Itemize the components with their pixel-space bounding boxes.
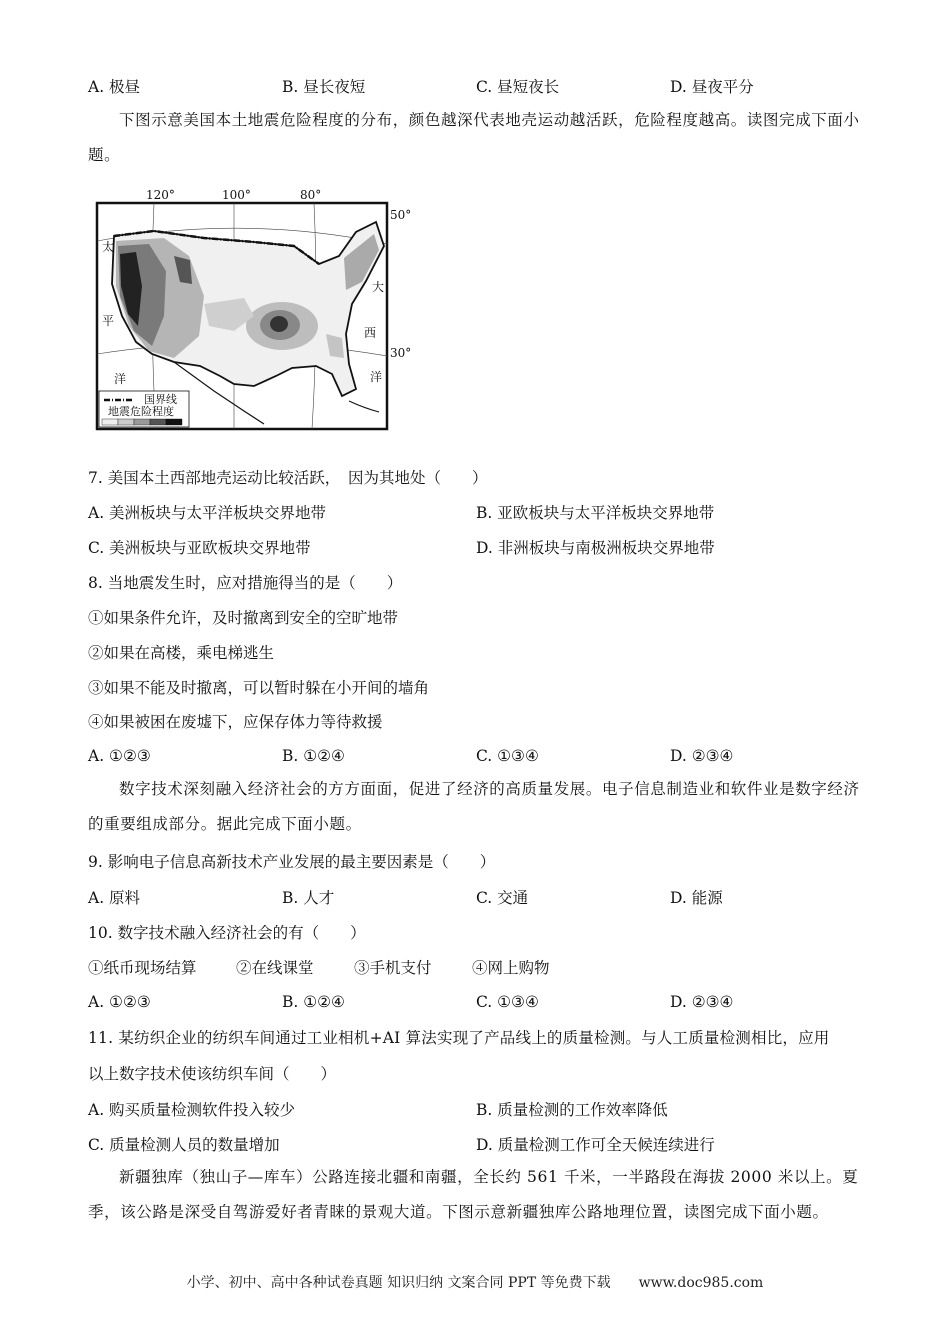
q10-option-d: D. ②③④ bbox=[670, 993, 734, 1011]
q8-item-4: ④如果被困在废墟下，应保存体力等待救援 bbox=[88, 713, 383, 731]
q11-option-c: C. 质量检测人员的数量增加 bbox=[88, 1136, 280, 1154]
pacific-char-1: 太 bbox=[102, 240, 115, 254]
pacific-char-3: 洋 bbox=[114, 372, 127, 386]
q9-option-c: C. 交通 bbox=[476, 889, 529, 907]
us-earthquake-risk-map bbox=[94, 186, 416, 434]
q9-option-b: B. 人才 bbox=[282, 889, 335, 907]
xinjiang-intro-paragraph: 新疆独库（独山子—库车）公路连接北疆和南疆，全长约 561 千米，一半路段在海拔 2000 米以上。夏季，该公路是深受自驾游爱好者青睐的景观大道。下图示意新疆独库公路地理位置，读图完成下面小题。 bbox=[88, 1168, 859, 1221]
q11-option-d: D. 质量检测工作可全天候连续进行 bbox=[476, 1136, 715, 1154]
q7-option-c: C. 美洲板块与亚欧板块交界地带 bbox=[88, 539, 311, 557]
lat-label-50: 50° bbox=[390, 208, 412, 222]
q11-option-b: B. 质量检测的工作效率降低 bbox=[476, 1101, 668, 1119]
q9-option-d: D. 能源 bbox=[670, 889, 723, 907]
digital-intro-paragraph: 数字技术深刻融入经济社会的方方面面，促进了经济的高质量发展。电子信息制造业和软件业是数字经济的重要组成部分。据此完成下面小题。 bbox=[88, 780, 860, 833]
atlantic-char-3: 洋 bbox=[370, 370, 383, 384]
q8-stem: 8. 当地震发生时，应对措施得当的是（ ） bbox=[88, 574, 403, 592]
legend-scale-label: 地震危险程度 bbox=[108, 405, 174, 418]
q8-option-c: C. ①③④ bbox=[476, 747, 539, 765]
q10-item-3: ③手机支付 bbox=[354, 959, 432, 977]
q8-item-3: ③如果不能及时撤离，可以暂时躲在小开间的墙角 bbox=[88, 679, 430, 697]
q6-option-a: A. 极昼 bbox=[88, 78, 141, 96]
lon-label-80: 80° bbox=[300, 188, 322, 202]
q6-option-d: D. 昼夜平分 bbox=[670, 78, 754, 96]
map-graphic bbox=[94, 186, 416, 434]
pacific-char-2: 平 bbox=[102, 314, 115, 328]
q11-stem-line-1: 11. 某纺织企业的纺织车间通过工业相机+AI 算法实现了产品线上的质量检测。与人工质量检测相比，应用 bbox=[88, 1029, 830, 1047]
lon-label-120: 120° bbox=[146, 188, 175, 202]
atlantic-char-2: 西 bbox=[364, 326, 377, 340]
q10-option-b: B. ①②④ bbox=[282, 993, 345, 1011]
q10-item-2: ②在线课堂 bbox=[236, 959, 314, 977]
q6-option-b: B. 昼长夜短 bbox=[282, 78, 366, 96]
atlantic-char-1: 大 bbox=[372, 280, 385, 294]
legend-border-label: 国界线 bbox=[144, 393, 177, 406]
q8-item-2: ②如果在高楼，乘电梯逃生 bbox=[88, 644, 275, 662]
q9-option-a: A. 原料 bbox=[88, 889, 141, 907]
q7-option-a: A. 美洲板块与太平洋板块交界地带 bbox=[88, 504, 327, 522]
q10-item-1: ①纸币现场结算 bbox=[88, 959, 197, 977]
lat-label-30: 30° bbox=[390, 346, 412, 360]
q8-option-b: B. ①②④ bbox=[282, 747, 345, 765]
q10-stem: 10. 数字技术融入经济社会的有（ ） bbox=[88, 924, 366, 942]
q8-option-d: D. ②③④ bbox=[670, 747, 734, 765]
q10-item-4: ④网上购物 bbox=[472, 959, 550, 977]
q7-stem: 7. 美国本土西部地壳运动比较活跃， 因为其地处（ ） bbox=[88, 469, 488, 487]
q10-option-c: C. ①③④ bbox=[476, 993, 539, 1011]
q7-option-b: B. 亚欧板块与太平洋板块交界地带 bbox=[476, 504, 715, 522]
lon-label-100: 100° bbox=[222, 188, 251, 202]
q11-stem-line-2: 以上数字技术使该纺织车间（ ） bbox=[88, 1065, 337, 1083]
q8-option-a: A. ①②③ bbox=[88, 747, 151, 765]
page-footer: 小学、初中、高中各种试卷真题 知识归纳 文案合同 PPT 等免费下载 www.doc985.com bbox=[186, 1275, 764, 1291]
map-intro-paragraph: 下图示意美国本土地震危险程度的分布，颜色越深代表地壳运动越活跃，危险程度越高。读图完成下面小题。 bbox=[88, 111, 860, 164]
q9-stem: 9. 影响电子信息高新技术产业发展的最主要因素是（ ） bbox=[88, 853, 496, 871]
q6-option-c: C. 昼短夜长 bbox=[476, 78, 560, 96]
q8-item-1: ①如果条件允许，及时撤离到安全的空旷地带 bbox=[88, 609, 399, 627]
q7-option-d: D. 非洲板块与南极洲板块交界地带 bbox=[476, 539, 715, 557]
q11-option-a: A. 购买质量检测软件投入较少 bbox=[88, 1101, 296, 1119]
q10-option-a: A. ①②③ bbox=[88, 993, 151, 1011]
